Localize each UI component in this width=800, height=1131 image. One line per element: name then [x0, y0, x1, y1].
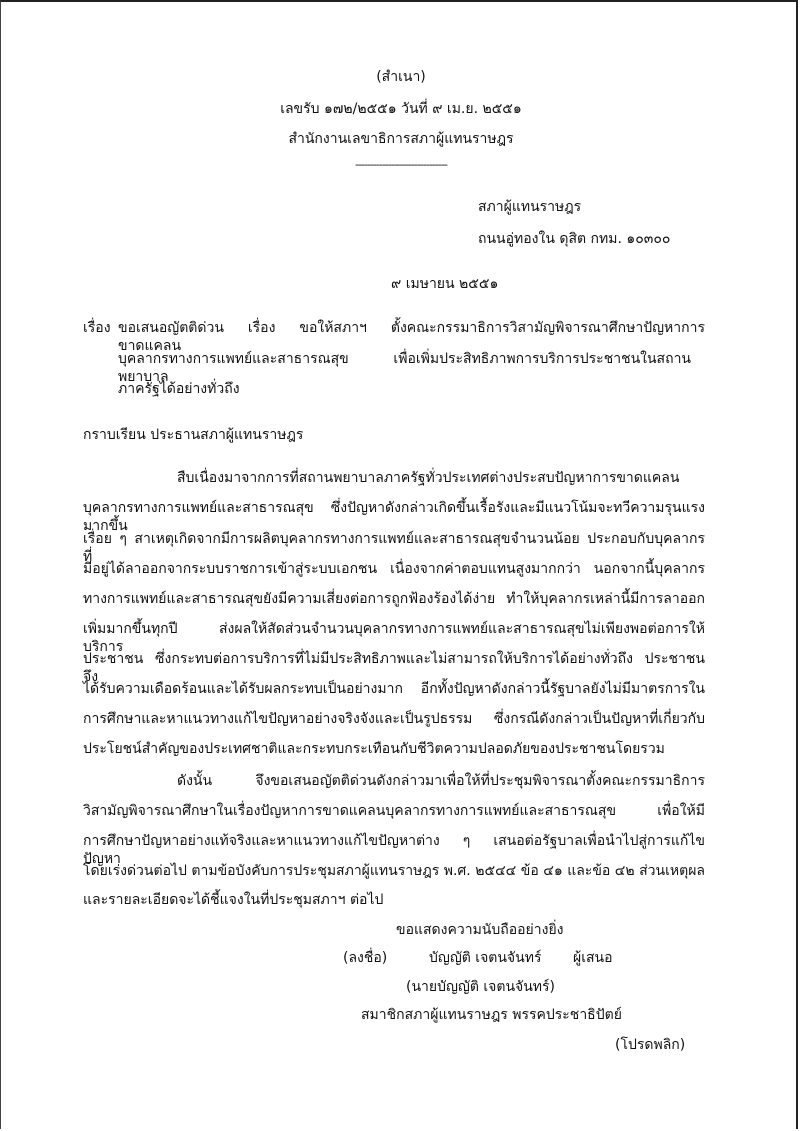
subject-line-1: ขอเสนอญัตติด่วน เรื่อง ขอให้สภาฯ ตั้งคณะกรรมาธิการวิสามัญพิจารณาศึกษาปัญหาการขาดแคลน [118, 320, 705, 354]
turn-over-note: (โปรดพลิก) [615, 1037, 686, 1053]
body-p2-line-3: การศึกษาปัญหาอย่างแท้จริงและหาแนวทางแก้ไขปัญหาต่าง ๆ เสนอต่อรัฐบาลเพื่อนำไปสู่การแก้ไขปัญหา [83, 833, 705, 867]
copy-mark: (สำเนา) [376, 69, 426, 85]
body-p1-line-2: บุคลากรทางการแพทย์และสาธารณสุข ซึ่งปัญหาดังกล่าวเกิดขึ้นเรื้อรังและมีแนวโน้มจะทวีความรุนแรงมากขึ้น [83, 500, 705, 534]
body-p1-line-10: ประโยชน์สำคัญของประเทศชาติและกระทบกระเทือนกับชีวิตความปลอดภัยของประชาชนโดยรวม [83, 741, 665, 757]
address-line-1: สภาผู้แทนราษฎร [478, 199, 582, 215]
salutation: กราบเรียน ประธานสภาผู้แทนราษฎร [83, 427, 304, 443]
body-p1-line-7: ประชาชน ซึ่งกระทบต่อการบริการที่ไม่มีประสิทธิภาพและไม่สามารถให้บริการได้อย่างทั่วถึง ประชาชนจึง [83, 651, 705, 685]
signer-name: บัญญัติ เจตนจันทร์ [429, 950, 542, 966]
subject-label: เรื่อง [83, 320, 111, 336]
address-line-2: ถนนอู่ทองใน ดุสิต กทม. ๑๐๓๐๐ [478, 231, 671, 247]
signed-label: (ลงชื่อ) [343, 950, 388, 966]
receipt-line: เลขรับ ๑๗๒/๒๕๕๑ วันที่ ๙ เม.ย. ๒๕๕๑ [280, 101, 522, 117]
body-p1-line-6: เพิ่มมากขึ้นทุกปี ส่งผลให้สัดส่วนจำนวนบุคลากรทางการแพทย์และสาธารณสุขไม่เพียงพอต่อการให้บริการ [83, 621, 705, 655]
body-p1-line-8: ได้รับความเดือดร้อนและได้รับผลกระทบเป็นอย่างมาก อีกทั้งปัญหาดังกล่าวนี้รัฐบาลยังไม่มีมาตรการใน [83, 681, 705, 697]
signer-role: ผู้เสนอ [573, 950, 613, 966]
printed-name: (นายบัญญัติ เจตนจันทร์) [406, 979, 556, 995]
body-p1-line-9: การศึกษาและหาแนวทางแก้ไขปัญหาอย่างจริงจังและเป็นรูปธรรม ซึ่งกรณีดังกล่าวเป็นปัญหาที่เกี่ยวกับ [83, 711, 705, 727]
body-p2-line-4: โดยเร่งด่วนต่อไป ตามข้อบังคับการประชุมสภาผู้แทนราษฎร พ.ศ. ๒๕๔๔ ข้อ ๔๑ และข้อ ๔๒ ส่วนเหตุผล [83, 863, 705, 879]
body-p1-line-4: มีอยู่ได้ลาออกจากระบบราชการเข้าสู่ระบบเอกชน เนื่องจากค่าตอบแทนสูงมากกว่า นอกจากนี้บุคลากร [83, 561, 705, 577]
body-p1-line-1: สืบเนื่องมาจากการที่สถานพยาบาลภาครัฐทั่วประเทศต่างประสบปัญหาการขาดแคลน [177, 470, 680, 486]
signer-position: สมาชิกสภาผู้แทนราษฎร พรรคประชาธิปัตย์ [361, 1007, 622, 1023]
body-p1-line-5: ทางการแพทย์และสาธารณสุขยังมีความเสี่ยงต่อการถูกฟ้องร้องได้ง่าย ทำให้บุคลากรเหล่านี้มีการลาออก [83, 591, 705, 607]
body-p1-line-3: เรื่อย ๆ สาเหตุเกิดจากมีการผลิตบุคลากรทางการแพทย์และสาธารณสุขจำนวนน้อย ประกอบกับบุคลากรที่ [83, 531, 705, 565]
body-p2-line-2: วิสามัญพิจารณาศึกษาในเรื่องปัญหาการขาดแคลนบุคลากรทางการแพทย์และสาธารณสุข เพื่อให้มี [83, 803, 705, 819]
header-divider: ------------------------------- [354, 158, 448, 171]
subject-line-2: บุคลากรทางการแพทย์และสาธารณสุข เพื่อเพิ่มประสิทธิภาพการบริการประชาชนในสถานพยาบาล [118, 351, 691, 385]
signature-row [1, 949, 800, 967]
closing-respect: ขอแสดงความนับถืออย่างยิ่ง [396, 922, 564, 938]
subject-line-3: ภาครัฐได้อย่างทั่วถึง [118, 381, 240, 397]
body-p2-line-5: และรายละเอียดจะได้ชี้แจงในที่ประชุมสภาฯ ต่อไป [83, 892, 384, 908]
body-p2-line-1: ดังนั้น จึงขอเสนอญัตติด่วนดังกล่าวมาเพื่อให้ที่ประชุมพิจารณาตั้งคณะกรรมาธิการ [177, 773, 705, 789]
office-name: สำนักงานเลขาธิการสภาผู้แทนราษฎร [288, 131, 514, 147]
letter-date: ๙ เมษายน ๒๕๕๑ [391, 276, 499, 292]
